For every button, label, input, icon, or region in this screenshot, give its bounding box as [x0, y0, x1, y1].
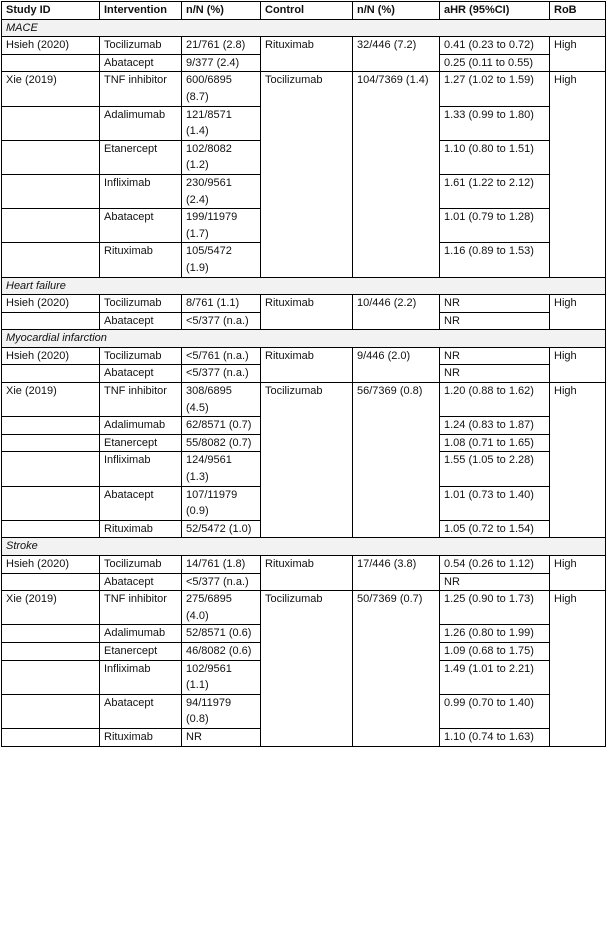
intervention-events-cell: 121/8571 (1.4) [182, 106, 261, 140]
ahr-cell: 0.54 (0.26 to 1.12) [440, 556, 550, 574]
header-intervention: Intervention [100, 2, 182, 20]
intervention-cell: Infliximab [100, 452, 182, 486]
study-id-cell [2, 365, 100, 383]
control-cell: Rituximab [261, 556, 353, 591]
study-id-cell [2, 417, 100, 435]
study-id-cell [2, 573, 100, 591]
ahr-cell: 0.25 (0.11 to 0.55) [440, 54, 550, 72]
study-id-cell [2, 106, 100, 140]
rob-cell: High [550, 295, 606, 330]
intervention-cell: Rituximab [100, 728, 182, 746]
ahr-cell: NR [440, 347, 550, 365]
intervention-events-cell: 308/6895 (4.5) [182, 383, 261, 417]
intervention-cell: Adalimumab [100, 417, 182, 435]
table-row [2, 591, 606, 625]
intervention-cell: Tocilizumab [100, 295, 182, 313]
intervention-events-cell: 14/761 (1.8) [182, 556, 261, 574]
intervention-cell: Abatacept [100, 365, 182, 383]
study-id-cell [2, 660, 100, 694]
intervention-events-cell: 102/8082 (1.2) [182, 140, 261, 174]
ahr-cell: 1.08 (0.71 to 1.65) [440, 434, 550, 452]
intervention-events-cell: 21/761 (2.8) [182, 37, 261, 55]
intervention-events-cell: 600/6895 (8.7) [182, 72, 261, 106]
intervention-events-cell: 275/6895 (4.0) [182, 591, 261, 625]
study-id-cell [2, 642, 100, 660]
ahr-cell: 0.99 (0.70 to 1.40) [440, 694, 550, 728]
control-events-cell: 50/7369 (0.7) [353, 591, 440, 746]
control-events-cell: 17/446 (3.8) [353, 556, 440, 591]
header-study-id: Study ID [2, 2, 100, 20]
table-row [2, 295, 606, 313]
rob-cell: High [550, 591, 606, 746]
table-row [2, 556, 606, 574]
study-id-cell [2, 625, 100, 643]
control-events-cell: 104/7369 (1.4) [353, 72, 440, 277]
table-row [2, 72, 606, 106]
header-control: Control [261, 2, 353, 20]
ahr-cell: 1.26 (0.80 to 1.99) [440, 625, 550, 643]
header-rob: RoB [550, 2, 606, 20]
intervention-events-cell: 55/8082 (0.7) [182, 434, 261, 452]
intervention-events-cell: 46/8082 (0.6) [182, 642, 261, 660]
section-row [2, 19, 606, 37]
intervention-cell: Rituximab [100, 520, 182, 538]
ahr-cell: 1.16 (0.89 to 1.53) [440, 243, 550, 277]
intervention-cell: Abatacept [100, 54, 182, 72]
intervention-events-cell: 9/377 (2.4) [182, 54, 261, 72]
control-cell: Tocilizumab [261, 591, 353, 746]
intervention-cell: Abatacept [100, 573, 182, 591]
table-row [2, 37, 606, 55]
study-id-cell: Xie (2019) [2, 383, 100, 417]
intervention-events-cell: 107/11979 (0.9) [182, 486, 261, 520]
intervention-events-cell: 199/11979 (1.7) [182, 209, 261, 243]
intervention-events-cell: 8/761 (1.1) [182, 295, 261, 313]
control-events-cell: 56/7369 (0.8) [353, 383, 440, 538]
section-title: Heart failure [2, 277, 606, 295]
intervention-cell: TNF inhibitor [100, 591, 182, 625]
study-id-cell [2, 434, 100, 452]
section-title: Myocardial infarction [2, 330, 606, 348]
control-cell: Rituximab [261, 37, 353, 72]
intervention-cell: Tocilizumab [100, 556, 182, 574]
intervention-cell: Abatacept [100, 486, 182, 520]
intervention-events-cell: 62/8571 (0.7) [182, 417, 261, 435]
control-cell: Rituximab [261, 347, 353, 382]
ahr-cell: NR [440, 365, 550, 383]
ahr-cell: NR [440, 295, 550, 313]
intervention-events-cell: <5/761 (n.a.) [182, 347, 261, 365]
intervention-cell: Infliximab [100, 174, 182, 208]
intervention-cell: Adalimumab [100, 625, 182, 643]
control-cell: Rituximab [261, 295, 353, 330]
ahr-cell: 1.49 (1.01 to 2.21) [440, 660, 550, 694]
ahr-cell: NR [440, 312, 550, 330]
intervention-cell: Abatacept [100, 694, 182, 728]
study-id-cell [2, 486, 100, 520]
section-row [2, 330, 606, 348]
rob-cell: High [550, 383, 606, 538]
intervention-cell: Adalimumab [100, 106, 182, 140]
control-events-cell: 9/446 (2.0) [353, 347, 440, 382]
ahr-cell: 1.55 (1.05 to 2.28) [440, 452, 550, 486]
control-cell: Tocilizumab [261, 72, 353, 277]
section-row [2, 277, 606, 295]
control-cell: Tocilizumab [261, 383, 353, 538]
intervention-events-cell: 105/5472 (1.9) [182, 243, 261, 277]
header-intervention-events: n/N (%) [182, 2, 261, 20]
rob-cell: High [550, 556, 606, 591]
study-id-cell [2, 694, 100, 728]
header-control-events: n/N (%) [353, 2, 440, 20]
study-id-cell [2, 312, 100, 330]
ahr-cell: NR [440, 573, 550, 591]
study-id-cell [2, 54, 100, 72]
table-body [2, 19, 606, 746]
intervention-events-cell: 124/9561 (1.3) [182, 452, 261, 486]
study-id-cell [2, 520, 100, 538]
rob-cell: High [550, 37, 606, 72]
intervention-cell: Tocilizumab [100, 37, 182, 55]
control-events-cell: 32/446 (7.2) [353, 37, 440, 72]
ahr-cell: 1.25 (0.90 to 1.73) [440, 591, 550, 625]
intervention-events-cell: 102/9561 (1.1) [182, 660, 261, 694]
study-id-cell: Xie (2019) [2, 72, 100, 106]
ahr-cell: 1.24 (0.83 to 1.87) [440, 417, 550, 435]
ahr-cell: 1.27 (1.02 to 1.59) [440, 72, 550, 106]
study-id-cell [2, 452, 100, 486]
ahr-cell: 1.10 (0.74 to 1.63) [440, 728, 550, 746]
intervention-events-cell: <5/377 (n.a.) [182, 312, 261, 330]
header-row [2, 2, 606, 20]
intervention-cell: Etanercept [100, 140, 182, 174]
study-id-cell: Xie (2019) [2, 591, 100, 625]
intervention-cell: TNF inhibitor [100, 72, 182, 106]
section-title: MACE [2, 19, 606, 37]
intervention-events-cell: 52/5472 (1.0) [182, 520, 261, 538]
intervention-cell: Infliximab [100, 660, 182, 694]
ahr-cell: 1.01 (0.73 to 1.40) [440, 486, 550, 520]
ahr-cell: 1.33 (0.99 to 1.80) [440, 106, 550, 140]
header-ahr: aHR (95%CI) [440, 2, 550, 20]
intervention-events-cell: 52/8571 (0.6) [182, 625, 261, 643]
rob-cell: High [550, 72, 606, 277]
intervention-cell: Tocilizumab [100, 347, 182, 365]
control-events-cell: 10/446 (2.2) [353, 295, 440, 330]
study-id-cell: Hsieh (2020) [2, 37, 100, 55]
intervention-events-cell: 94/11979 (0.8) [182, 694, 261, 728]
intervention-events-cell: 230/9561 (2.4) [182, 174, 261, 208]
intervention-cell: Rituximab [100, 243, 182, 277]
study-id-cell: Hsieh (2020) [2, 347, 100, 365]
ahr-cell: 1.10 (0.80 to 1.51) [440, 140, 550, 174]
ahr-cell: 0.41 (0.23 to 0.72) [440, 37, 550, 55]
study-id-cell [2, 140, 100, 174]
table-row [2, 383, 606, 417]
intervention-events-cell: <5/377 (n.a.) [182, 573, 261, 591]
study-id-cell [2, 728, 100, 746]
intervention-events-cell: <5/377 (n.a.) [182, 365, 261, 383]
ahr-cell: 1.61 (1.22 to 2.12) [440, 174, 550, 208]
intervention-cell: Abatacept [100, 209, 182, 243]
intervention-cell: Abatacept [100, 312, 182, 330]
ahr-cell: 1.09 (0.68 to 1.75) [440, 642, 550, 660]
rob-cell: High [550, 347, 606, 382]
intervention-cell: Etanercept [100, 642, 182, 660]
intervention-cell: TNF inhibitor [100, 383, 182, 417]
ahr-cell: 1.01 (0.79 to 1.28) [440, 209, 550, 243]
study-id-cell: Hsieh (2020) [2, 556, 100, 574]
table-row [2, 347, 606, 365]
study-id-cell: Hsieh (2020) [2, 295, 100, 313]
study-id-cell [2, 243, 100, 277]
intervention-cell: Etanercept [100, 434, 182, 452]
section-row [2, 538, 606, 556]
study-id-cell [2, 209, 100, 243]
ahr-cell: 1.05 (0.72 to 1.54) [440, 520, 550, 538]
evidence-table [1, 1, 606, 747]
intervention-events-cell: NR [182, 728, 261, 746]
study-id-cell [2, 174, 100, 208]
section-title: Stroke [2, 538, 606, 556]
ahr-cell: 1.20 (0.88 to 1.62) [440, 383, 550, 417]
